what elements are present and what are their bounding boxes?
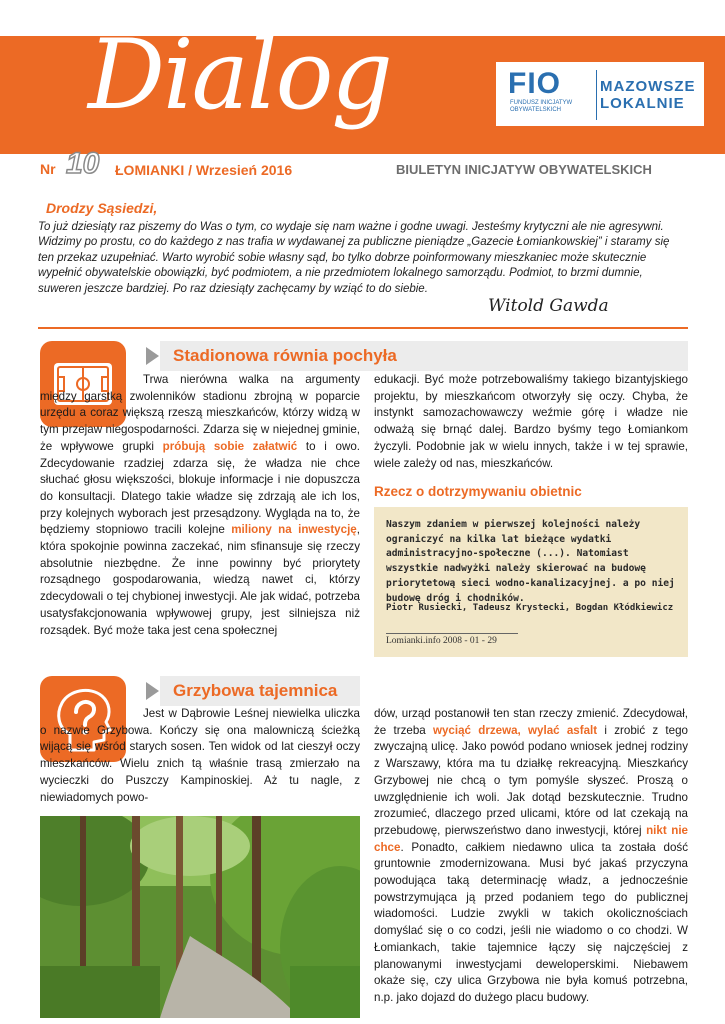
masthead-title: Dialog	[88, 19, 391, 131]
section2-column-left: Jest w Dąbrowie Leśnej niewielka uliczka o nazwie Grzybowa. Kończy się ona malowniczą ścieżką wijącą się wśród starych sosen. Ten widok od lat cieszył oczy mieszkańców. Wielu znich tą właśnie trasą zmierzało na wycieczki do Puszczy Kampinoskiej. Aż tu nagle, z niewiadomych powo-	[40, 707, 360, 804]
section1-column-left: Trwa nierówna walka na argumenty między garstką zwolenników stadionu zbrojną w poparcie urzędu a coraz większą rzeszą mieszkańców, którzy widzą w tym przejaw niegospodarności. Zdarza się w niejednej gminie, że wpływowe grupki próbują sobie załatwić to i owo. Zdecydowanie rzadziej zdarza się, że władza nie chce słuchać głosu większości, blokuje informacje i nie dopuszcza do konsultacji. Dlatego takie władze się zdrzają ale ich los, przy kolejnych wyborach jest przesądzony. Wygląda na to, że będziemy stopniowo tracili kolejne miliony na inwestycję, która spokojnie powinna zaczekać, nim sfinansuje się rzeczy absolutnie niezbędne. Że inne powinny być priorytety rozsądnego gospodarowania, wiedzą nawet ci, którzy zdecydowali o tej chybionej inwestycji. Ale jak widać, potrzeba usatysfakcjonowania wpływowej grupy, jest silniejsza niż rozsądek. Być może taka jest cena społecznej	[40, 373, 360, 637]
section2-column-right: dów, urząd postanowił ten stan rzeczy zmienić. Zdecydował, że trzeba wyciąć drzewa, wylać asfalt i zrobić z tego zwyczajną ulicę. Jako powód podano wniosek jednej rodziny z Warszawy, która ma tu działkę rekreacyjną. Mieszkańcy Grzybowej nie chcą o tym pomyśle słyszeć. Proszą o uwzględnienie ich woli. Jak dotąd bezskutecznie. Trudno zrozumieć, dlaczego przed ulicami, które od lat czekają na przebudowę, pierwszeństwo dano inwestycji, której nikt nie chce. Ponadto, całkiem niedawno ulica ta została dość gruntownie zmodernizowana. Musi być jakaś przyczyna powodująca taką determinację władz, a jednocześnie powstrzymująca ją przed podaniem tego do publicznej wiadomości. Ludzie zwykli w takich okolicznościach domyślać się o co codzi, jeśli nie wiadomo o co chodzi. W Łomiankach, takie tajemnice łączy się najczęściej z planowanymi inwestycjami deweloperskimi. Niebawem okaże się, czy ulica Grzybowa nie była komuś potrzebna, n.p. jako dojazd do dużego placu budowy.	[374, 707, 688, 1004]
subsection-heading: Rzecz o dotrzymywaniu obietnic	[374, 484, 582, 499]
section-title: Stadionowa równia pochyła	[173, 346, 397, 365]
quote-source: Lomianki.info 2008 - 01 - 29	[386, 636, 497, 646]
issue-nr-label: Nr	[40, 161, 56, 177]
chevron-right-icon	[146, 347, 159, 365]
mazowsze-lokalnie-logo: MAZOWSZE LOKALNIE	[600, 78, 696, 112]
divider	[38, 327, 688, 329]
issue-number: 10	[66, 147, 100, 180]
signature: Witold Gawda	[488, 296, 609, 316]
quote-divider	[386, 633, 518, 634]
forest-path-photo	[40, 816, 360, 1018]
logo-divider	[596, 70, 597, 120]
greeting: Drodzy Sąsiedzi,	[46, 200, 158, 216]
fio-logo: FIO	[508, 67, 561, 100]
issue-info: ŁOMIANKI / Wrzesień 2016	[115, 162, 293, 178]
intro-text: To już dziesiąty raz piszemy do Was o tym, co wydaje się nam ważne i godne uwagi. Jesteśmy krytyczni ale nie agresywni. Widzimy po prostu, co do każdego z nas trafia w wydawanej za publiczne pieniądze „Gazecie Łomiankowskiej” i staramy się ten przekaz uzupełniać. Warto wyrobić sobie własny sąd, bo tylko dobrze poinformowany mieszkaniec może skutecznie wypełnić obywatelskie obowiązki, być podmiotem, a nie przedmiotem lokalnego samorządu. Podmiot, to brzmi dumnie, suweren jeszcze bardziej. Po raz dziesiąty zachęcamy by wziąć to do siebie.	[38, 221, 670, 295]
fio-logo-subtitle: FUNDUSZ INICJATYW OBYWATELSKICH	[510, 100, 573, 113]
section1-column-right: edukacji. Być może potrzebowaliśmy takiego bizantyjskiego projektu, by mieszkańcom otworzyły się oczy. Chyba, że instynkt samozachowawczy weźmie górę i władze nie odważą się brnąć dalej. Bardzo byśmy tego Łomiankom życzyli. Podobnie jak w wielu innych, także i w tej sprawie, wiele zależy od nas, mieszkańców.	[374, 373, 688, 470]
chevron-right-icon	[146, 682, 159, 700]
quote-authors: Piotr Rusiecki, Tadeusz Krystecki, Bogdan Kłódkiewicz	[386, 603, 674, 613]
bulletin-subtitle: BIULETYN INICJATYW OBYWATELSKICH	[396, 162, 652, 177]
section-title: Grzybowa tajemnica	[173, 681, 338, 700]
quote-text: Naszym zdaniem w pierwszej kolejności należy ograniczyć na kilka lat bieżące wydatki administracyjno-społeczne (...). Natomiast wszystkie nadwyżki należy skierować na budowę priorytetową sieci wodno-kanalizacyjnej. a po niej budowę dróg i chodników.	[386, 519, 675, 604]
